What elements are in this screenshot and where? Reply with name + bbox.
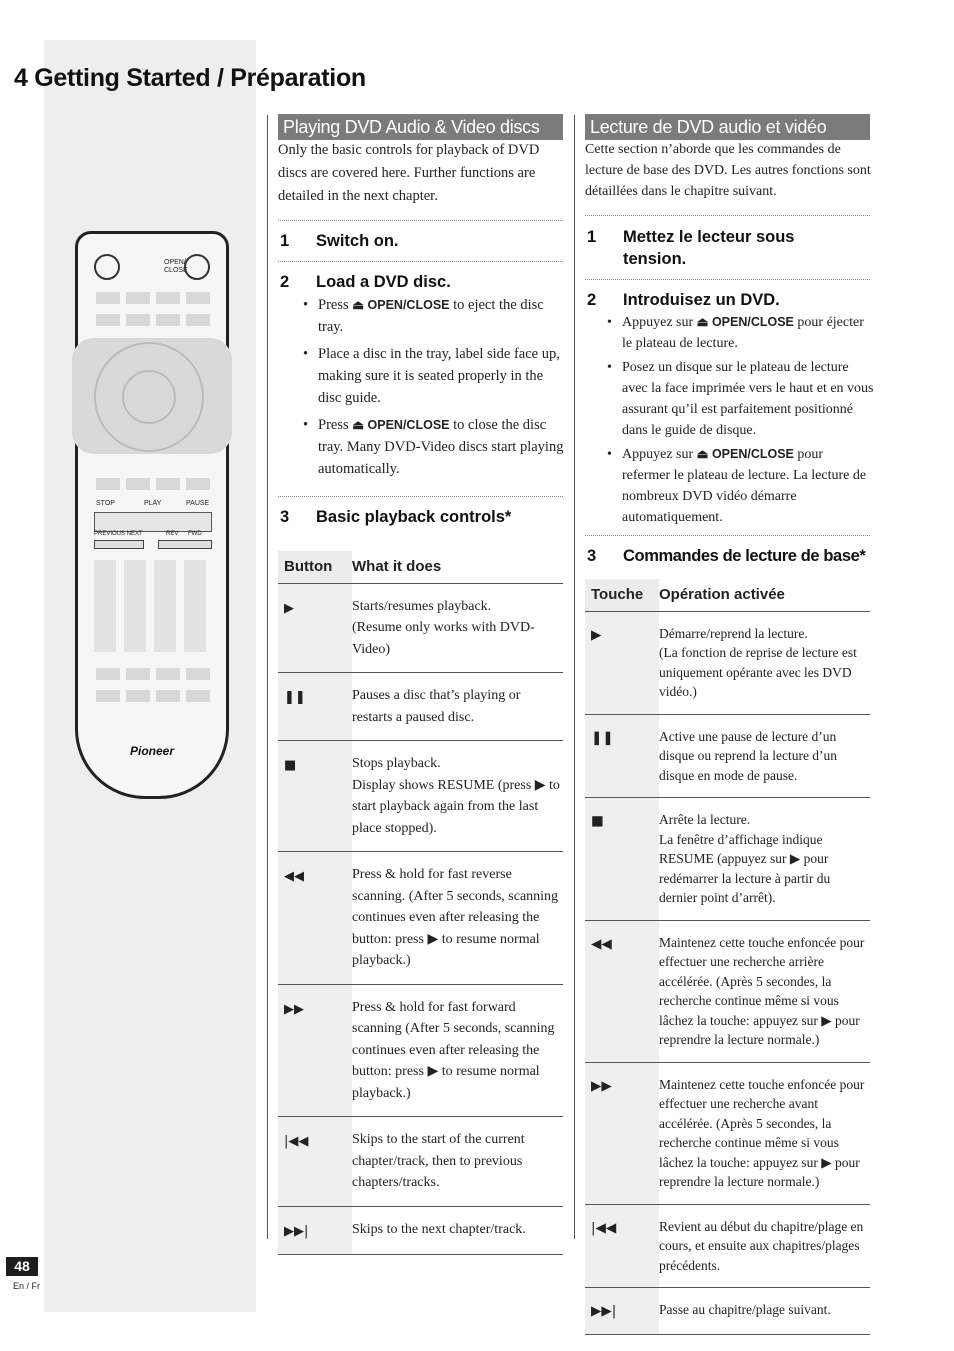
rewind-icon: ◀◀ <box>585 920 659 1062</box>
list-item: • Appuyez sur ⏏ OPEN/CLOSE pour refermer le plateau de lecture. La lecture de nombreux DVD vidéo démarre automatiquement. <box>602 444 874 528</box>
separator <box>278 261 563 262</box>
english-section-heading: Playing DVD Audio & Video discs <box>278 114 563 140</box>
table-row <box>278 852 563 985</box>
list-item: • Appuyez sur ⏏ OPEN/CLOSE pour éjecter le plateau de lecture. <box>602 312 874 354</box>
remote-control-illustration <box>75 231 229 799</box>
skip-next-icon: ▶▶| <box>585 1288 659 1335</box>
separator <box>585 215 870 216</box>
table-cell: Démarre/reprend la lecture. (La fonction de reprise de lecture est uniquement opérante avec les DVD vidéo.) <box>659 611 870 714</box>
remote-button-row <box>96 668 210 680</box>
english-controls-table <box>278 551 563 1255</box>
table-cell: Skips to the next chapter/track. <box>352 1206 563 1255</box>
table-cell: Arrête la lecture. La fenêtre d’affichage indique RESUME (appuyez sur ▶ pour redémarrer la lecture à partir du dernier point d’arrêt). <box>659 798 870 921</box>
step-number: 2 <box>587 291 597 309</box>
table-row <box>278 1117 563 1207</box>
remote-transport-buttons <box>94 512 212 532</box>
separator <box>278 220 563 221</box>
table-header-touche: Touche <box>585 579 659 611</box>
table-cell: Skips to the start of the current chapter/track, then to previous chapters/tracks. <box>352 1117 563 1207</box>
french-section-heading: Lecture de DVD audio et vidéo <box>585 114 870 140</box>
table-cell: Maintenez cette touche enfoncée pour effectuer une recherche avant accélérée. (Après 5 secondes, la recherche continue même si vous lâchez la touche: appuyez sur ▶ pour reprendre la lecture normale.) <box>659 1062 870 1204</box>
remote-jog-wheel <box>72 338 232 454</box>
remote-previous-next-label: PREVIOUS NEXT <box>94 531 143 537</box>
remote-button-row <box>96 690 210 702</box>
step-number: 2 <box>280 273 290 291</box>
list-item: • Press ⏏ OPEN/CLOSE to eject the disc tray. <box>298 294 564 338</box>
chapter-title: 4 Getting Started / Préparation <box>14 64 366 92</box>
separator <box>585 279 870 280</box>
open-close-button-icon <box>184 254 210 280</box>
table-cell: Pauses a disc that’s playing or restarts a paused disc. <box>352 673 563 741</box>
jog-center-icon <box>122 370 176 424</box>
step-text: Load a DVD disc. <box>316 273 451 291</box>
table-cell: Revient au début du chapitre/plage en cours, et ensuite aux chapitres/plages précédents. <box>659 1204 870 1288</box>
table-row <box>278 984 563 1117</box>
rewind-icon: ◀◀ <box>278 852 352 985</box>
table-row <box>585 611 870 714</box>
english-step-3 <box>280 506 563 528</box>
table-row <box>585 1062 870 1204</box>
table-cell: Passe au chapitre/plage suivant. <box>659 1288 870 1335</box>
step-number: 3 <box>587 547 596 565</box>
table-row <box>278 583 563 673</box>
page-number: 48 <box>6 1257 38 1276</box>
list-item: • Place a disc in the tray, label side face up, making sure it is seated properly in the disc guide. <box>298 343 564 409</box>
pioneer-logo: Pioneer <box>129 744 174 758</box>
remote-button-row <box>96 478 210 490</box>
english-intro: Only the basic controls for playback of DVD discs are covered here. Further functions are detailed in the next chapter. <box>278 142 540 204</box>
step-text: Mettez le lecteur sous tension. <box>623 228 795 268</box>
table-cell: Starts/resumes playback. (Resume only works with DVD-Video) <box>352 583 563 673</box>
table-header-operation: Opération activée <box>659 579 870 611</box>
remote-button-row <box>96 314 210 326</box>
step-text: Commandes de lecture de base* <box>623 547 866 565</box>
table-header-button: Button <box>278 551 352 583</box>
table-cell: Press & hold for fast reverse scanning. (After 5 seconds, scanning continues even after releasing the button: press ▶ to resume normal playback.) <box>352 852 563 985</box>
step-text: Switch on. <box>316 232 399 250</box>
step-number: 3 <box>280 508 290 526</box>
table-cell: Active une pause de lecture d’un disque ou reprend la lecture d’un disque en mode de pause. <box>659 714 870 798</box>
stop-icon: ■ <box>585 798 659 921</box>
step-number: 1 <box>280 232 290 250</box>
table-row <box>585 1204 870 1288</box>
table-cell: Maintenez cette touche enfoncée pour effectuer une recherche arrière accélérée. (Après 5 secondes, la recherche continue même si vous lâchez la touche: appuyez sur ▶ pour reprendre la lecture normale.) <box>659 920 870 1062</box>
remote-button-row <box>96 292 210 304</box>
table-row <box>278 1206 563 1255</box>
table-header-what-it-does: What it does <box>352 551 563 583</box>
separator <box>585 535 870 536</box>
remote-rev-label: REV <box>166 531 179 537</box>
table-row <box>585 920 870 1062</box>
column-rule <box>267 115 268 1239</box>
power-button-icon <box>94 254 120 280</box>
remote-scan-buttons <box>158 540 212 549</box>
table-cell: Press & hold for fast forward scanning (After 5 seconds, scanning continues even after releasing the button: press ▶ to resume normal playback.) <box>352 984 563 1117</box>
remote-play-label: PLAY <box>144 500 162 507</box>
skip-previous-icon: |◀◀ <box>278 1117 352 1207</box>
english-step-2 <box>280 271 563 293</box>
table-cell: Stops playback. Display shows RESUME (press ▶ to start playback again from the last place stopped). <box>352 741 563 852</box>
table-row <box>585 1288 870 1335</box>
fast-forward-icon: ▶▶ <box>585 1062 659 1204</box>
skip-next-icon: ▶▶| <box>278 1206 352 1255</box>
language-code: En / Fr <box>13 1281 41 1291</box>
french-bullet-list <box>602 312 874 531</box>
french-controls-table <box>585 579 870 1335</box>
french-step-1 <box>587 226 870 270</box>
step-text: Introduisez un DVD. <box>623 291 780 309</box>
pause-icon: ❚❚ <box>585 714 659 798</box>
remote-fwd-label: FWD <box>188 531 202 537</box>
french-step-3 <box>587 545 870 567</box>
remote-open-close-label: OPEN/ CLOSE <box>164 259 188 274</box>
pause-icon: ❚❚ <box>278 673 352 741</box>
table-row <box>585 714 870 798</box>
english-step-1 <box>280 230 563 252</box>
remote-skip-buttons <box>94 540 144 549</box>
remote-pause-label: PAUSE <box>186 500 210 507</box>
separator <box>278 496 563 497</box>
table-row <box>278 673 563 741</box>
play-icon: ▶ <box>278 583 352 673</box>
french-step-2 <box>587 289 870 311</box>
column-rule <box>574 115 575 1239</box>
list-item: • Press ⏏ OPEN/CLOSE to close the disc tray. Many DVD-Video discs start playing automatically. <box>298 414 564 480</box>
play-icon: ▶ <box>585 611 659 714</box>
remote-stop-label: STOP <box>96 500 115 507</box>
remote-number-grid <box>94 560 212 652</box>
stop-icon: ■ <box>278 741 352 852</box>
english-bullet-list <box>298 294 564 485</box>
skip-previous-icon: |◀◀ <box>585 1204 659 1288</box>
step-number: 1 <box>587 228 597 246</box>
fast-forward-icon: ▶▶ <box>278 984 352 1117</box>
list-item: • Posez un disque sur le plateau de lecture avec la face imprimée vers le haut et en vous assurant qu’il est parfaitement positionné dans le guide de disque. <box>602 357 874 441</box>
step-text: Basic playback controls* <box>316 508 512 526</box>
french-intro: Cette section n’aborde que les commandes de lecture de base des DVD. Les autres fonctions sont détaillées dans le chapitre suivant. <box>585 142 871 199</box>
table-row <box>585 798 870 921</box>
table-row <box>278 741 563 852</box>
